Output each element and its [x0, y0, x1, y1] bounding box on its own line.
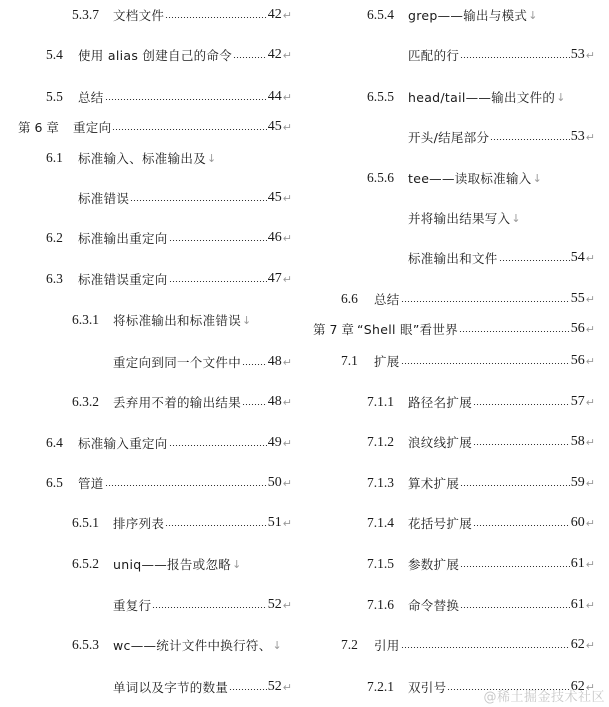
section-number: 6.3.2 — [72, 394, 99, 409]
section-title: 开头/结尾部分 — [408, 130, 490, 145]
dot-leader — [130, 200, 267, 201]
toc-entry[interactable] — [0, 228, 292, 248]
page-number: 47 — [267, 271, 282, 286]
page-number: 55 — [570, 291, 585, 306]
line-break-mark-icon: ↓ — [556, 90, 566, 104]
section-number: 6.2 — [46, 230, 63, 245]
section-number: 第 6 章 — [18, 120, 59, 135]
toc-entry-continuation[interactable] — [0, 352, 292, 372]
dot-leader — [460, 566, 570, 567]
section-number: 6.3 — [46, 271, 63, 286]
section-number: 6.5.5 — [367, 89, 394, 104]
section-title: 丢弃用不着的输出结果 — [113, 395, 242, 410]
page-number: 53 — [570, 47, 585, 62]
section-number: 5.5 — [46, 89, 63, 104]
page-number: 61 — [570, 597, 585, 612]
section-number: 第 7 章 — [313, 322, 354, 337]
section-title: 匹配的行 — [408, 48, 460, 63]
toc-entry[interactable] — [0, 635, 292, 655]
paragraph-mark-icon: ↵ — [282, 680, 292, 694]
toc-chapter-entry[interactable] — [0, 117, 292, 137]
page-number: 42 — [267, 47, 282, 62]
paragraph-mark-icon: ↵ — [282, 231, 292, 245]
dot-leader — [460, 607, 570, 608]
section-title: 将标准输出和标准错误 — [113, 313, 242, 328]
toc-entry-continuation[interactable] — [305, 248, 595, 268]
section-number: 5.3.7 — [72, 7, 99, 22]
dot-leader — [459, 331, 570, 332]
page-number: 46 — [267, 230, 282, 245]
section-number: 7.1.6 — [367, 597, 394, 612]
toc-entry[interactable] — [305, 392, 595, 412]
section-number: 7.1.5 — [367, 556, 394, 571]
section-title: 花括号扩展 — [408, 516, 473, 531]
paragraph-mark-icon: ↵ — [282, 120, 292, 134]
dot-leader — [473, 404, 570, 405]
section-title: 管道 — [78, 476, 104, 491]
line-break-mark-icon: ↓ — [528, 8, 538, 22]
section-number: 7.2.1 — [367, 679, 394, 694]
toc-entry[interactable] — [0, 269, 292, 289]
paragraph-mark-icon: ↵ — [585, 638, 595, 652]
section-number: 6.5.2 — [72, 556, 99, 571]
toc-entry[interactable] — [0, 473, 292, 493]
page-number: 59 — [570, 475, 585, 490]
dot-leader — [112, 129, 266, 130]
section-title: 总结 — [374, 292, 400, 307]
toc-entry[interactable] — [305, 168, 595, 188]
section-title: 标准输入、标准输出及 — [78, 151, 207, 166]
toc-left-column — [0, 0, 292, 707]
toc-entry[interactable] — [305, 473, 595, 493]
section-title: 双引号 — [408, 680, 447, 695]
dot-leader — [169, 240, 267, 241]
paragraph-mark-icon: ↵ — [585, 130, 595, 144]
page-number: 56 — [570, 321, 585, 336]
paragraph-mark-icon: ↵ — [282, 8, 292, 22]
page-number: 50 — [267, 475, 282, 490]
dot-leader — [401, 363, 570, 364]
section-title: uniq——报告或忽略 — [113, 557, 232, 572]
section-title: 重复行 — [113, 598, 152, 613]
dot-leader — [152, 607, 266, 608]
paragraph-mark-icon: ↵ — [585, 680, 595, 694]
paragraph-mark-icon: ↵ — [282, 191, 292, 205]
section-title: 排序列表 — [113, 516, 165, 531]
page-number: 58 — [570, 434, 585, 449]
section-title: 并将输出结果写入 — [408, 211, 511, 226]
paragraph-mark-icon: ↵ — [282, 48, 292, 62]
line-break-mark-icon: ↓ — [511, 211, 521, 225]
dot-leader — [473, 444, 570, 445]
page-number: 45 — [267, 119, 282, 134]
toc-entry[interactable] — [305, 595, 595, 615]
toc-entry[interactable] — [0, 87, 292, 107]
toc-entry-continuation[interactable] — [0, 595, 292, 615]
line-break-mark-icon: ↓ — [232, 557, 242, 571]
section-number: 6.5.6 — [367, 170, 394, 185]
paragraph-mark-icon: ↵ — [585, 435, 595, 449]
page-number: 60 — [570, 515, 585, 530]
paragraph-mark-icon: ↵ — [585, 395, 595, 409]
page-number: 44 — [267, 89, 282, 104]
paragraph-mark-icon: ↵ — [282, 476, 292, 490]
section-title: 标准输入重定向 — [78, 436, 168, 451]
section-title: 文档文件 — [113, 8, 165, 23]
section-number: 7.1.4 — [367, 515, 394, 530]
toc-entry[interactable] — [305, 554, 595, 574]
section-number: 6.5 — [46, 475, 63, 490]
section-number: 6.1 — [46, 150, 63, 165]
section-title: 重定向 — [73, 120, 112, 135]
dot-leader — [233, 57, 267, 58]
section-title: 单词以及字节的数量 — [113, 680, 229, 695]
section-title: 总结 — [78, 90, 104, 105]
paragraph-mark-icon: ↵ — [585, 476, 595, 490]
section-title: tee——读取标准输入 — [408, 171, 532, 186]
line-break-mark-icon: ↓ — [207, 151, 217, 165]
paragraph-mark-icon: ↵ — [585, 48, 595, 62]
page-number: 48 — [267, 394, 282, 409]
dot-leader — [229, 689, 267, 690]
dot-leader — [473, 525, 570, 526]
dot-leader — [105, 485, 267, 486]
toc-entry[interactable] — [0, 45, 292, 65]
section-title: “Shell 眼”看世界 — [357, 322, 459, 337]
dot-leader — [460, 57, 570, 58]
toc-entry[interactable] — [305, 5, 595, 25]
page-number: 54 — [570, 250, 585, 265]
dot-leader — [242, 404, 267, 405]
toc-entry[interactable] — [0, 554, 292, 574]
paragraph-mark-icon: ↵ — [282, 355, 292, 369]
page-number: 57 — [570, 394, 585, 409]
toc-entry[interactable] — [0, 148, 292, 168]
section-title: wc——统计文件中换行符、 — [113, 638, 272, 653]
section-number: 6.5.4 — [367, 7, 394, 22]
dot-leader — [169, 281, 267, 282]
toc-entry[interactable] — [305, 87, 595, 107]
paragraph-mark-icon: ↵ — [585, 322, 595, 336]
section-number: 7.2 — [341, 637, 358, 652]
section-title: 使用 alias 创建自己的命令 — [78, 48, 233, 63]
toc-entry-continuation[interactable] — [305, 45, 595, 65]
toc-entry[interactable] — [0, 5, 292, 25]
toc-entry[interactable] — [0, 392, 292, 412]
toc-entry-continuation[interactable] — [0, 188, 292, 208]
line-break-mark-icon: ↓ — [242, 313, 252, 327]
section-title: head/tail——输出文件的 — [408, 90, 556, 105]
toc-entry[interactable] — [305, 432, 595, 452]
section-title: grep——输出与模式 — [408, 8, 528, 23]
dot-leader — [242, 364, 267, 365]
section-title: 标准错误重定向 — [78, 272, 168, 287]
section-title: 重定向到同一个文件中 — [113, 355, 242, 370]
page-number: 62 — [570, 679, 585, 694]
section-number: 7.1.3 — [367, 475, 394, 490]
section-number: 6.6 — [341, 291, 358, 306]
toc-entry-continuation[interactable] — [0, 677, 292, 697]
toc-right-column — [305, 0, 595, 707]
toc-entry[interactable] — [305, 635, 595, 655]
paragraph-mark-icon: ↵ — [282, 272, 292, 286]
paragraph-mark-icon: ↵ — [585, 251, 595, 265]
page-number: 56 — [570, 353, 585, 368]
section-title: 标准输出和文件 — [408, 251, 498, 266]
section-number: 7.1 — [341, 353, 358, 368]
section-number: 7.1.2 — [367, 434, 394, 449]
page-number: 45 — [267, 190, 282, 205]
dot-leader — [169, 445, 267, 446]
line-break-mark-icon: ↓ — [272, 638, 282, 652]
section-title: 路径名扩展 — [408, 395, 473, 410]
line-break-mark-icon: ↓ — [532, 171, 542, 185]
paragraph-mark-icon: ↵ — [282, 598, 292, 612]
dot-leader — [401, 301, 570, 302]
page-number: 51 — [267, 515, 282, 530]
dot-leader — [165, 17, 267, 18]
dot-leader — [401, 647, 570, 648]
paragraph-mark-icon: ↵ — [585, 557, 595, 571]
section-title: 标准错误 — [78, 191, 130, 206]
toc-entry[interactable] — [0, 310, 292, 330]
toc-entry[interactable] — [0, 513, 292, 533]
paragraph-mark-icon: ↵ — [282, 436, 292, 450]
paragraph-mark-icon: ↵ — [585, 354, 595, 368]
toc-entry[interactable] — [305, 351, 595, 371]
paragraph-mark-icon: ↵ — [585, 516, 595, 530]
dot-leader — [105, 99, 267, 100]
section-title: 扩展 — [374, 354, 400, 369]
page-number: 48 — [267, 354, 282, 369]
paragraph-mark-icon: ↵ — [585, 598, 595, 612]
page-number: 49 — [267, 435, 282, 450]
toc-entry[interactable] — [305, 289, 595, 309]
section-title: 标准输出重定向 — [78, 231, 168, 246]
section-number: 7.1.1 — [367, 394, 394, 409]
dot-leader — [460, 485, 570, 486]
section-number: 6.4 — [46, 435, 63, 450]
section-title: 命令替换 — [408, 598, 460, 613]
toc-entry[interactable] — [305, 513, 595, 533]
section-title: 引用 — [374, 638, 400, 653]
dot-leader — [490, 139, 569, 140]
section-title: 浪纹线扩展 — [408, 435, 473, 450]
paragraph-mark-icon: ↵ — [282, 516, 292, 530]
page-number: 42 — [267, 7, 282, 22]
toc-chapter-entry[interactable] — [305, 319, 595, 339]
section-number: 6.3.1 — [72, 312, 99, 327]
page-number: 52 — [267, 679, 282, 694]
toc-entry-continuation[interactable] — [305, 127, 595, 147]
watermark: @稀土掘金技术社区 — [483, 690, 605, 705]
page-number: 52 — [267, 597, 282, 612]
paragraph-mark-icon: ↵ — [282, 395, 292, 409]
section-number: 6.5.3 — [72, 637, 99, 652]
section-number: 6.5.1 — [72, 515, 99, 530]
page-number: 53 — [570, 129, 585, 144]
page-number: 62 — [570, 637, 585, 652]
toc-entry[interactable] — [0, 433, 292, 453]
dot-leader — [499, 260, 570, 261]
paragraph-mark-icon: ↵ — [282, 90, 292, 104]
paragraph-mark-icon: ↵ — [585, 292, 595, 306]
section-number: 5.4 — [46, 47, 63, 62]
page-number: 61 — [570, 556, 585, 571]
toc-entry-continuation[interactable] — [305, 208, 595, 228]
dot-leader — [165, 525, 267, 526]
section-title: 算术扩展 — [408, 476, 460, 491]
section-title: 参数扩展 — [408, 557, 460, 572]
